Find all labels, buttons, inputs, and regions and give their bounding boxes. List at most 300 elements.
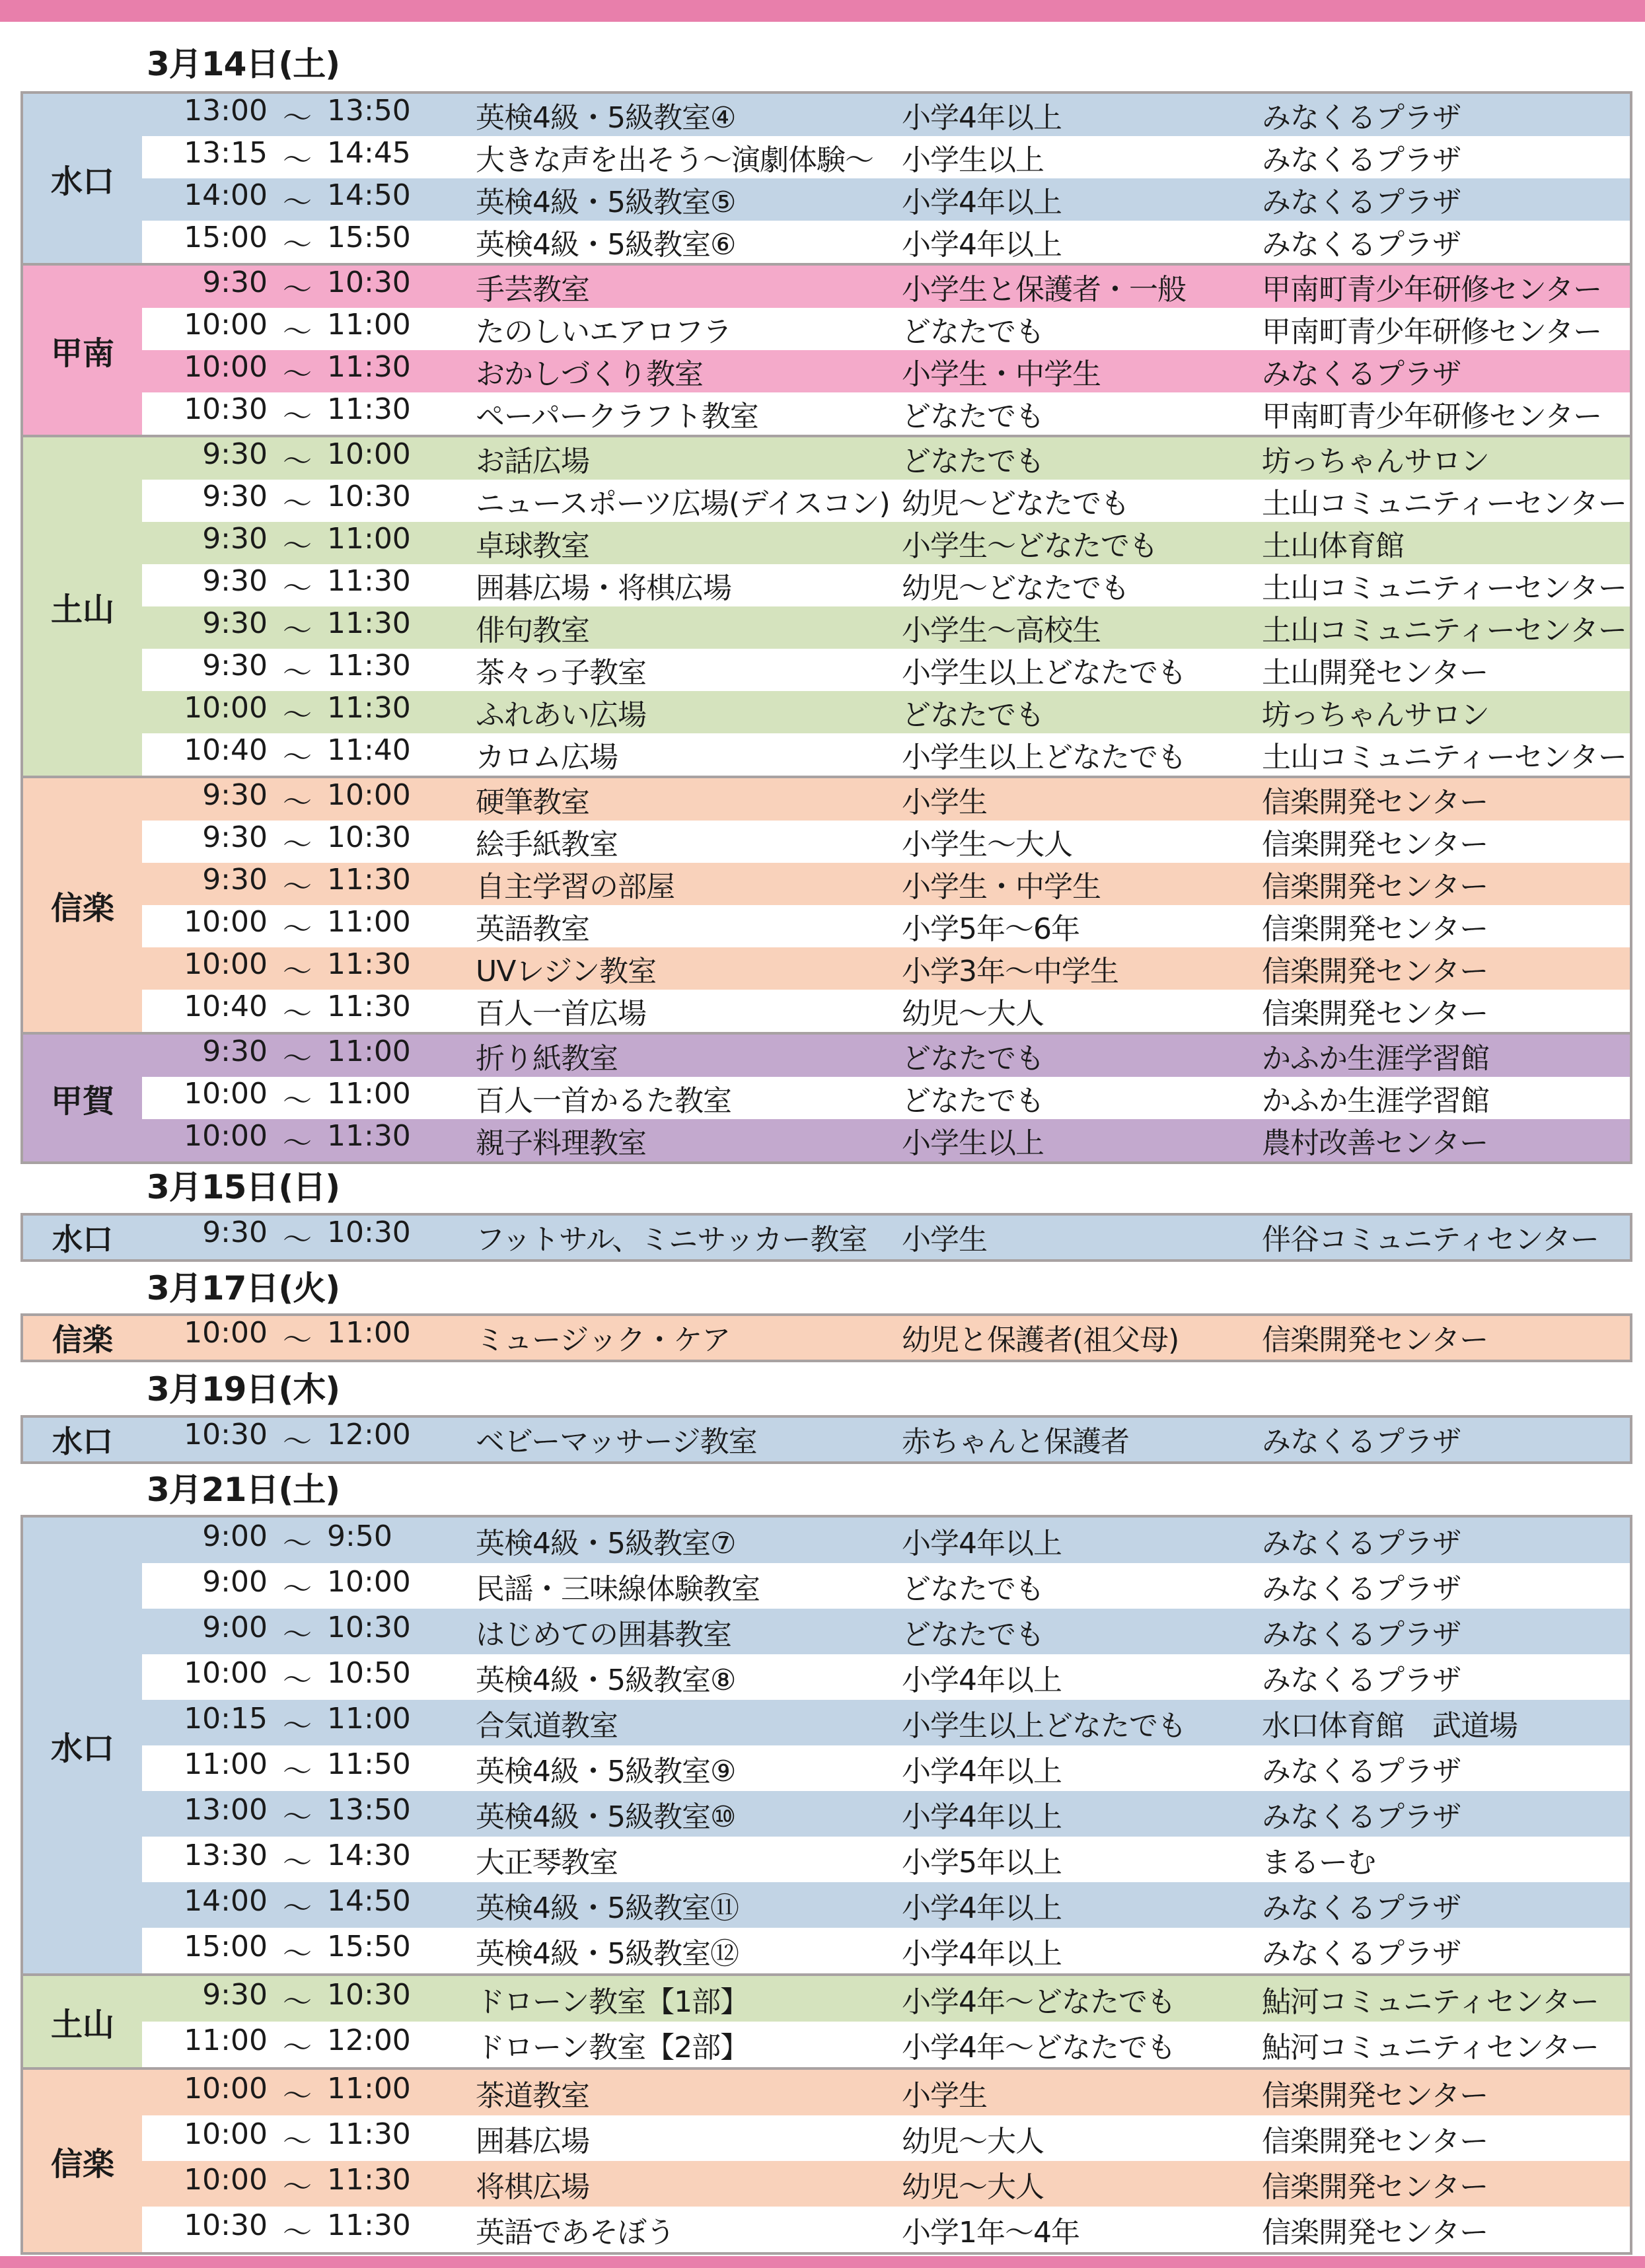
- tilde-separator: ～: [283, 1800, 312, 1834]
- event-row[interactable]: [142, 1216, 1630, 1258]
- end-time: 14:50: [327, 1884, 411, 1918]
- time-range: [142, 2024, 456, 2066]
- event-venue: みなくるプラザ: [1262, 1425, 1461, 1459]
- tilde-separator: ～: [283, 101, 312, 135]
- date-heading: 3月15日(日): [147, 1168, 340, 1206]
- event-venue: 甲南町青少年研修センター: [1262, 400, 1602, 433]
- event-row[interactable]: [142, 94, 1630, 136]
- event-venue: みなくるプラザ: [1262, 186, 1461, 219]
- event-venue: 信楽開発センター: [1262, 2215, 1488, 2250]
- time-range: [142, 2163, 456, 2205]
- start-time: 10:15: [184, 1701, 268, 1736]
- start-time: 10:00: [184, 905, 268, 939]
- tilde-separator: ～: [283, 1126, 312, 1160]
- event-row[interactable]: [142, 947, 1630, 990]
- time-range: [142, 1216, 456, 1258]
- start-time: 13:30: [184, 1838, 268, 1872]
- tilde-separator: ～: [283, 529, 312, 563]
- time-range: [142, 1930, 456, 1972]
- tilde-separator: ～: [283, 1617, 312, 1652]
- area-label: 水口: [50, 1730, 114, 1767]
- event-title: 将棋広場: [476, 2170, 589, 2204]
- time-range: [142, 564, 456, 606]
- event-venue: 土山コミュニティーセンター: [1262, 571, 1627, 605]
- start-time: 10:00: [184, 1656, 268, 1690]
- event-audience: どなたでも: [902, 1572, 1044, 1606]
- event-audience: 小学4年以上: [902, 1936, 1062, 1971]
- event-venue: 土山体育館: [1262, 529, 1404, 563]
- event-audience: 幼児～大人: [902, 997, 1044, 1031]
- event-audience: どなたでも: [902, 1042, 1044, 1076]
- end-time: 10:30: [327, 480, 411, 513]
- event-audience: 小学4年～どなたでも: [902, 2030, 1175, 2065]
- event-audience: 小学生以上どなたでも: [902, 1708, 1186, 1743]
- event-title: ミュージック・ケア: [476, 1323, 731, 1357]
- event-audience: 小学生: [902, 2078, 987, 2113]
- event-venue: 甲南町青少年研修センター: [1262, 315, 1602, 349]
- event-audience: どなたでも: [902, 1617, 1044, 1652]
- event-row[interactable]: [142, 1791, 1630, 1837]
- start-time: 9:00: [202, 1564, 268, 1599]
- event-title: 英検4級・5級教室⑫: [476, 1936, 739, 1971]
- event-row[interactable]: [142, 1609, 1630, 1654]
- event-row[interactable]: [142, 691, 1630, 733]
- area-label: 甲南: [50, 334, 114, 372]
- event-row[interactable]: [142, 266, 1630, 308]
- start-time: 10:00: [184, 2071, 268, 2105]
- event-row[interactable]: [142, 350, 1630, 392]
- event-row[interactable]: [142, 990, 1630, 1032]
- event-audience: 小学生・中学生: [902, 870, 1101, 904]
- start-time: 11:00: [184, 1747, 268, 1781]
- schedule-table: [20, 91, 1632, 1164]
- event-row[interactable]: [142, 1654, 1630, 1700]
- start-time: 11:00: [184, 2023, 268, 2057]
- event-row[interactable]: [142, 1882, 1630, 1928]
- start-time: 10:00: [184, 1316, 268, 1350]
- start-time: 10:00: [184, 2117, 268, 2151]
- event-venue: みなくるプラザ: [1262, 1617, 1461, 1652]
- end-time: 11:50: [327, 1747, 411, 1781]
- event-title: 英語であそぼう: [476, 2215, 675, 2250]
- start-time: 9:00: [202, 1519, 268, 1553]
- area-group: [23, 94, 1630, 263]
- time-range: [142, 1035, 456, 1077]
- event-title: 民謡・三味線体験教室: [476, 1572, 760, 1606]
- end-time: 9:50: [327, 1519, 392, 1553]
- time-range: [142, 522, 456, 564]
- event-row[interactable]: [142, 564, 1630, 606]
- end-time: 11:30: [327, 2208, 411, 2242]
- event-row[interactable]: [142, 1976, 1630, 2022]
- area-label: 土山: [50, 591, 114, 628]
- tilde-separator: ～: [283, 357, 312, 391]
- end-time: 11:30: [327, 2162, 411, 2197]
- event-row[interactable]: [142, 1077, 1630, 1119]
- time-range: [142, 392, 456, 435]
- time-range: [142, 905, 456, 947]
- event-row[interactable]: [142, 1563, 1630, 1609]
- tilde-separator: ～: [283, 614, 312, 647]
- event-audience: どなたでも: [902, 445, 1044, 478]
- event-venue: 水口体育館 武道場: [1262, 1708, 1517, 1743]
- tilde-separator: ～: [283, 186, 312, 219]
- time-range: [142, 1316, 456, 1358]
- event-row[interactable]: [142, 1928, 1630, 1973]
- start-time: 13:00: [184, 1792, 268, 1827]
- end-time: 10:30: [327, 1977, 411, 2012]
- date-heading: 3月21日(土): [147, 1471, 340, 1509]
- event-venue: かふか生涯学習館: [1262, 1084, 1489, 1118]
- start-time: 9:30: [202, 821, 268, 854]
- end-time: 11:00: [327, 522, 411, 556]
- event-audience: 小学3年～中学生: [902, 955, 1118, 988]
- event-row[interactable]: [142, 1316, 1630, 1358]
- area-label: 水口: [52, 1424, 113, 1459]
- event-title: 英検4級・5級教室⑨: [476, 1754, 736, 1788]
- tilde-separator: ～: [283, 445, 312, 478]
- tilde-separator: ～: [283, 400, 312, 433]
- time-range: [142, 1519, 456, 1562]
- start-time: 9:30: [202, 522, 268, 556]
- event-audience: どなたでも: [902, 315, 1044, 349]
- event-title: 茶道教室: [476, 2078, 589, 2113]
- tilde-separator: ～: [283, 786, 312, 819]
- event-audience: 小学生以上: [902, 143, 1044, 177]
- time-range: [142, 350, 456, 392]
- event-row[interactable]: [142, 308, 1630, 350]
- event-venue: 坊っちゃんサロン: [1262, 698, 1489, 732]
- tilde-separator: ～: [283, 698, 312, 732]
- event-title: 百人一首広場: [476, 997, 646, 1031]
- end-time: 10:00: [327, 1564, 411, 1599]
- event-title: フットサル、ミニサッカー教室: [476, 1223, 867, 1257]
- event-rows: [142, 266, 1630, 435]
- event-row[interactable]: [142, 522, 1630, 564]
- time-range: [142, 1978, 456, 2020]
- tilde-separator: ～: [283, 1663, 312, 1697]
- event-audience: 幼児～大人: [902, 2124, 1044, 2158]
- event-venue: 信楽開発センター: [1262, 1323, 1488, 1357]
- event-venue: 土山コミュニティーセンター: [1262, 487, 1627, 521]
- top-accent-bar: [0, 0, 1645, 22]
- event-row[interactable]: [142, 905, 1630, 947]
- event-row[interactable]: [142, 480, 1630, 522]
- time-range: [142, 437, 456, 480]
- start-time: 13:00: [184, 94, 268, 128]
- schedule-table: [20, 1213, 1632, 1262]
- event-title: 合気道教室: [476, 1708, 618, 1743]
- event-audience: 幼児～大人: [902, 2170, 1044, 2204]
- event-audience: 小学生: [902, 786, 987, 819]
- end-time: 10:00: [327, 778, 411, 812]
- tilde-separator: ～: [283, 1754, 312, 1788]
- end-time: 11:00: [327, 308, 411, 342]
- event-title: 折り紙教室: [476, 1042, 618, 1076]
- event-row[interactable]: [142, 821, 1630, 863]
- end-time: 11:00: [327, 2071, 411, 2105]
- schedule-table: [20, 1415, 1632, 1464]
- event-audience: 小学生と保護者・一般: [902, 273, 1186, 307]
- start-time: 15:00: [184, 1929, 268, 1963]
- event-venue: みなくるプラザ: [1262, 101, 1461, 135]
- event-audience: 小学4年以上: [902, 228, 1062, 262]
- time-range: [142, 136, 456, 178]
- time-range: [142, 1119, 456, 1161]
- event-row[interactable]: [142, 1418, 1630, 1460]
- event-venue: 信楽開発センター: [1262, 870, 1488, 904]
- event-title: ペーパークラフト教室: [476, 400, 758, 433]
- time-range: [142, 1565, 456, 1607]
- event-rows: [142, 94, 1630, 263]
- event-venue: 鮎河コミュニティセンター: [1262, 1985, 1599, 2019]
- event-audience: 小学4年以上: [902, 1663, 1062, 1697]
- area-group: [23, 435, 1630, 776]
- event-audience: 小学生・中学生: [902, 357, 1101, 391]
- start-time: 10:00: [184, 947, 268, 981]
- tilde-separator: ～: [283, 1084, 312, 1118]
- event-title: 英検4級・5級教室⑪: [476, 1891, 739, 1925]
- event-row[interactable]: [142, 863, 1630, 905]
- event-row[interactable]: [142, 1745, 1630, 1791]
- event-audience: 小学4年以上: [902, 1526, 1062, 1560]
- start-time: 9:30: [202, 863, 268, 896]
- event-rows: [142, 437, 1630, 776]
- event-row[interactable]: [142, 1518, 1630, 1563]
- event-row[interactable]: [142, 221, 1630, 263]
- event-title: カロム広場: [476, 741, 618, 774]
- event-venue: みなくるプラザ: [1262, 1572, 1461, 1606]
- event-audience: どなたでも: [902, 400, 1044, 433]
- event-row[interactable]: [142, 649, 1630, 691]
- end-time: 13:50: [327, 1792, 411, 1827]
- bottom-accent-bar: [0, 2256, 1645, 2268]
- event-title: 絵手紙教室: [476, 828, 618, 861]
- event-row[interactable]: [142, 2161, 1630, 2207]
- start-time: 10:00: [184, 2162, 268, 2197]
- event-row[interactable]: [142, 2022, 1630, 2067]
- event-rows: [142, 1976, 1630, 2067]
- event-title: UVレジン教室: [476, 955, 657, 988]
- end-time: 12:00: [327, 2023, 411, 2057]
- event-title: 親子料理教室: [476, 1126, 646, 1160]
- end-time: 10:30: [327, 1216, 411, 1249]
- end-time: 14:50: [327, 178, 411, 212]
- end-time: 13:50: [327, 94, 411, 128]
- tilde-separator: ～: [283, 955, 312, 988]
- event-audience: 小学5年～6年: [902, 912, 1079, 946]
- start-time: 9:00: [202, 1610, 268, 1644]
- event-audience: 小学生～高校生: [902, 614, 1101, 647]
- event-title: 百人一首かるた教室: [476, 1084, 731, 1118]
- event-title: おかしづくり教室: [476, 357, 703, 391]
- area-group: [23, 1418, 1630, 1461]
- end-time: 15:50: [327, 1929, 411, 1963]
- event-title: 英検4級・5級教室⑩: [476, 1800, 736, 1834]
- event-venue: 信楽開発センター: [1262, 997, 1488, 1031]
- event-row[interactable]: [142, 733, 1630, 776]
- start-time: 10:30: [184, 1418, 268, 1451]
- time-range: [142, 606, 456, 649]
- tilde-separator: ～: [283, 1425, 312, 1459]
- time-range: [142, 1839, 456, 1881]
- event-audience: 小学4年以上: [902, 1754, 1062, 1788]
- start-time: 10:30: [184, 392, 268, 426]
- event-title: ニュースポーツ広場(デイスコン): [476, 487, 890, 521]
- event-venue: 信楽開発センター: [1262, 2170, 1488, 2204]
- date-heading: 3月19日(木): [147, 1370, 340, 1408]
- event-title: 英検4級・5級教室⑥: [476, 228, 736, 262]
- area-label: 信楽: [52, 1322, 113, 1358]
- start-time: 10:00: [184, 350, 268, 384]
- start-time: 10:40: [184, 733, 268, 767]
- event-title: 英検4級・5級教室⑦: [476, 1526, 736, 1560]
- end-time: 11:30: [327, 947, 411, 981]
- end-time: 10:00: [327, 437, 411, 471]
- event-row[interactable]: [142, 1837, 1630, 1882]
- event-venue: 信楽開発センター: [1262, 786, 1488, 819]
- event-audience: 小学4年以上: [902, 186, 1062, 219]
- tilde-separator: ～: [283, 912, 312, 946]
- end-time: 11:30: [327, 990, 411, 1023]
- event-rows: [142, 2070, 1630, 2252]
- event-venue: かふか生涯学習館: [1262, 1042, 1489, 1076]
- schedule-table: [20, 1313, 1632, 1362]
- event-title: 自主学習の部屋: [476, 870, 675, 904]
- event-row[interactable]: [142, 437, 1630, 480]
- area-label: 信楽: [50, 889, 114, 927]
- event-rows: [142, 778, 1630, 1032]
- event-row[interactable]: [142, 1035, 1630, 1077]
- event-title: ドローン教室【2部】: [476, 2030, 749, 2065]
- start-time: 9:30: [202, 437, 268, 471]
- time-range: [142, 266, 456, 308]
- event-title: 英検4級・5級教室⑤: [476, 186, 736, 219]
- tilde-separator: ～: [283, 1936, 312, 1971]
- event-audience: 小学4年以上: [902, 1891, 1062, 1925]
- end-time: 11:30: [327, 1119, 411, 1153]
- tilde-separator: ～: [283, 870, 312, 904]
- event-venue: みなくるプラザ: [1262, 228, 1461, 262]
- event-rows: [142, 1518, 1630, 1973]
- area-group: [23, 2067, 1630, 2252]
- area-group: [23, 1973, 1630, 2067]
- event-row[interactable]: [142, 778, 1630, 821]
- end-time: 11:30: [327, 649, 411, 682]
- area-group: [23, 263, 1630, 435]
- event-row[interactable]: [142, 1700, 1630, 1745]
- event-audience: 小学生以上どなたでも: [902, 741, 1186, 774]
- time-range: [142, 691, 456, 733]
- event-venue: まるーむ: [1262, 1845, 1375, 1880]
- event-audience: 小学生以上どなたでも: [902, 656, 1186, 690]
- start-time: 9:30: [202, 266, 268, 299]
- time-range: [142, 778, 456, 821]
- event-venue: 信楽開発センター: [1262, 2124, 1488, 2158]
- date-heading: 3月14日(土): [147, 45, 340, 83]
- start-time: 10:00: [184, 1077, 268, 1111]
- event-row[interactable]: [142, 178, 1630, 221]
- event-title: 俳句教室: [476, 614, 589, 647]
- tilde-separator: ～: [283, 1223, 312, 1257]
- event-title: 囲碁広場・将棋広場: [476, 571, 731, 605]
- event-row[interactable]: [142, 2070, 1630, 2115]
- start-time: 10:30: [184, 2208, 268, 2242]
- time-range: [142, 221, 456, 263]
- event-rows: [142, 1418, 1630, 1461]
- event-row[interactable]: [142, 2115, 1630, 2161]
- end-time: 11:00: [327, 905, 411, 939]
- event-venue: 信楽開発センター: [1262, 955, 1488, 988]
- event-row[interactable]: [142, 2207, 1630, 2252]
- event-title: 英語教室: [476, 912, 589, 946]
- event-row[interactable]: [142, 1119, 1630, 1161]
- area-group: [23, 1216, 1630, 1259]
- event-venue: 伴谷コミュニティセンター: [1262, 1223, 1599, 1257]
- event-audience: 小学1年～4年: [902, 2215, 1079, 2250]
- event-audience: 赤ちゃんと保護者: [902, 1425, 1129, 1459]
- end-time: 11:30: [327, 606, 411, 640]
- time-range: [142, 1884, 456, 1926]
- event-audience: 幼児～どなたでも: [902, 571, 1129, 605]
- tilde-separator: ～: [283, 1708, 312, 1743]
- event-venue: 土山開発センター: [1262, 656, 1488, 690]
- time-range: [142, 1702, 456, 1744]
- end-time: 11:00: [327, 1316, 411, 1350]
- schedule-table: [20, 1515, 1632, 2255]
- area-label: 水口: [50, 163, 114, 200]
- time-range: [142, 1077, 456, 1119]
- tilde-separator: ～: [283, 487, 312, 521]
- tilde-separator: ～: [283, 143, 312, 177]
- event-title: ベビーマッサージ教室: [476, 1425, 757, 1459]
- tilde-separator: ～: [283, 656, 312, 690]
- event-venue: みなくるプラザ: [1262, 1754, 1461, 1788]
- event-venue: 信楽開発センター: [1262, 912, 1488, 946]
- start-time: 9:30: [202, 606, 268, 640]
- event-row[interactable]: [142, 392, 1630, 435]
- end-time: 11:30: [327, 392, 411, 426]
- start-time: 9:30: [202, 1035, 268, 1068]
- event-row[interactable]: [142, 606, 1630, 649]
- event-row[interactable]: [142, 136, 1630, 178]
- event-venue: 坊っちゃんサロン: [1262, 445, 1489, 478]
- event-venue: みなくるプラザ: [1262, 357, 1461, 391]
- time-range: [142, 178, 456, 221]
- event-title: はじめての囲碁教室: [476, 1617, 731, 1652]
- end-time: 11:40: [327, 733, 411, 767]
- start-time: 14:00: [184, 1884, 268, 1918]
- area-group: [23, 776, 1630, 1032]
- start-time: 10:00: [184, 308, 268, 342]
- tilde-separator: ～: [283, 1526, 312, 1560]
- tilde-separator: ～: [283, 1985, 312, 2019]
- event-rows: [142, 1035, 1630, 1161]
- tilde-separator: ～: [283, 2170, 312, 2204]
- event-audience: どなたでも: [902, 698, 1044, 732]
- event-venue: みなくるプラザ: [1262, 143, 1461, 177]
- event-venue: みなくるプラザ: [1262, 1800, 1461, 1834]
- time-range: [142, 649, 456, 691]
- time-range: [142, 308, 456, 350]
- end-time: 11:30: [327, 863, 411, 896]
- time-range: [142, 2117, 456, 2160]
- time-range: [142, 1418, 456, 1460]
- end-time: 11:30: [327, 2117, 411, 2151]
- time-range: [142, 863, 456, 905]
- time-range: [142, 733, 456, 776]
- end-time: 11:30: [327, 691, 411, 725]
